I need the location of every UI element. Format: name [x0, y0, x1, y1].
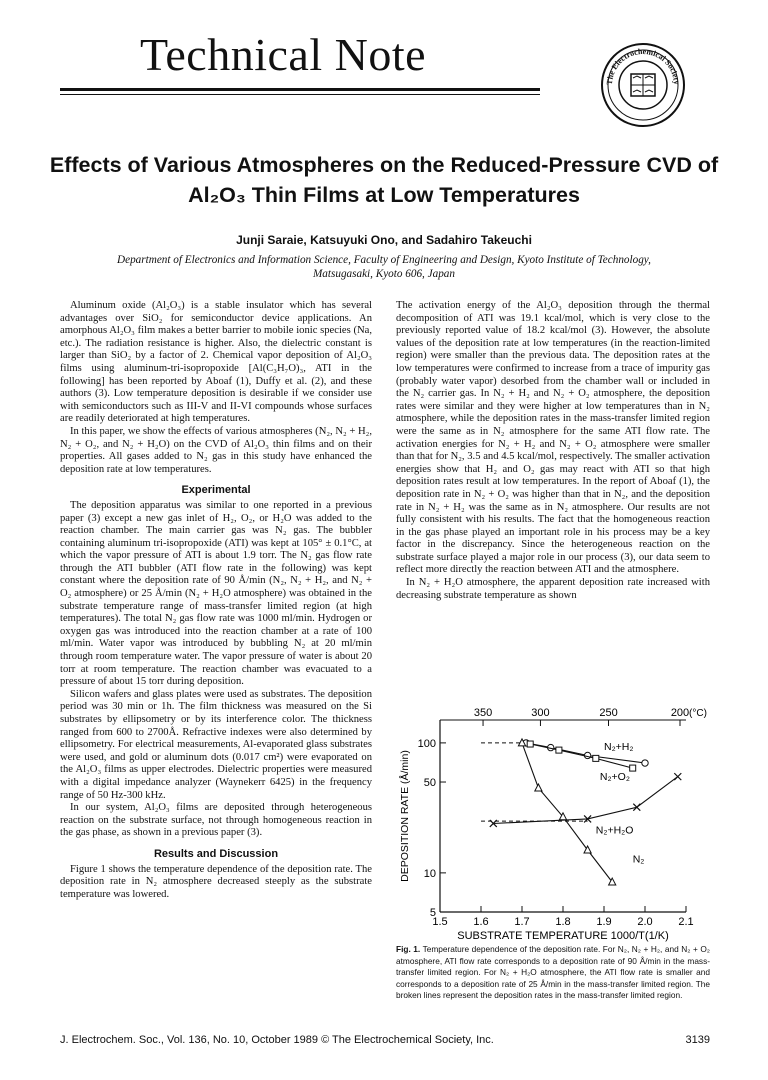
right-column: [396, 300, 710, 602]
y-tick-label: 50: [423, 777, 436, 790]
experimental-paragraph-2: Silicon wafers and glass plates were used as substrates. The deposition period was 30 min or 1h. The film thickness was measured on the Si substrates by ellipsometry or by its interference color. The thickness ranged from 600 to 2700Å. Refractive indexes were also determined by ellipsometry. For electrical measurements, Al-evaporated glass substrates were used, and gold or aluminum dots (0.017 cm²) were evaporated on the Al₂O₃ films as upper electrodes. Dielectric properties were measured with a digital impedance analyzer (Waynekerr 6425) in the frequency range of 50 Hz-300 kHz.: [60, 688, 372, 801]
series-label: N₂+H₂: [604, 741, 634, 754]
x-axis-label: SUBSTRATE TEMPERATURE 1000/T(1/K): [457, 930, 669, 942]
data-point-triangle: [535, 784, 542, 791]
x-tick-label: 1.7: [514, 916, 530, 928]
x-tick-label: 2.0: [637, 916, 653, 928]
data-point-circle: [642, 760, 648, 766]
experimental-heading: Experimental: [181, 484, 251, 497]
series-label: N₂+H₂O: [595, 824, 634, 837]
top-tick-label: 350: [473, 707, 493, 719]
data-point-x: [674, 773, 681, 780]
series-label: N₂: [632, 853, 645, 866]
y-axis-label: DEPOSITION RATE (Å/min): [399, 750, 411, 882]
y-tick-label: 100: [417, 737, 436, 750]
section-label: Technical Note: [140, 29, 427, 80]
data-point-circle: [584, 752, 590, 758]
y-tick-label: 10: [423, 867, 436, 880]
y-tick-label: 5: [429, 907, 436, 919]
header-rule: [60, 88, 540, 91]
article-title-line2: Al₂O₃ Thin Films at Low Temperatures: [188, 183, 580, 207]
data-point-square: [556, 747, 562, 753]
left-column: [60, 300, 372, 901]
article-title-line1: Effects of Various Atmospheres on the Reduced-Pressure CVD of: [49, 153, 719, 177]
right-paragraph-1: The activation energy of the Al₂O₃ deposition through the thermal decomposition of ATI was 19.1 kcal/mol, which is very close to the previously reported value of 18.2 kcal/mol (3). However, the absolute values of the deposition rate at low temperatures (in the reaction-limited region) were smaller than the previous data. The deposition rates at the low temperatures were confirmed to increase from a trace of impurity gas (probably water vapor) desorbed from the chamber wall or included in the N₂ carrier gas. In N₂ + H₂ and N₂ + O₂ atmosphere, the deposition rates were similar and they were higher at low temperatures than in N₂ atmosphere, while the deposition rates in the mass-transfer limited region were the same as in N₂ atmosphere for the same ATI flow rate. The activation energies for N₂ + H₂ and N₂ + O₂ atmosphere were smaller than that for N₂, 3.5 and 4.5 kcal/mol, respectively. The smaller activation energies show that H₂ and O₂ gas may react with ATI so that high deposition rates result at low temperatures. In the report of Aboaf (1), the deposition rate in N₂ + O₂ was higher than that in N₂, and the deposition rate in N₂ + H₂ was the same as in N₂ atmosphere. Our results are not fully consistent with his results. The fact that the homogeneous reaction in the gas phase played an important role in his process may be a key factor in the discrepancy. Since the heterogeneous reaction on the substrate surface played a major role in our process (3), our data seem to reflect more directly the reaction between ATI and the atmosphere.: [396, 300, 710, 576]
x-tick-label: 1.9: [596, 916, 612, 928]
top-axis-unit-label: (°C): [689, 708, 707, 719]
figure-1-caption: [396, 944, 710, 1002]
data-point-square: [593, 755, 599, 761]
figure-caption-label: Fig. 1.: [396, 944, 421, 954]
page-number: 3139: [685, 1034, 710, 1046]
author-list: Junji Saraie, Katsuyuki Ono, and Sadahiro Takeuchi: [236, 233, 532, 247]
data-point-square: [527, 741, 533, 747]
top-tick-label: 250: [599, 707, 618, 719]
seal-text: The Electrochemical Society: [604, 46, 682, 86]
header-rule-thin: [60, 94, 540, 95]
intro-paragraph-2: In this paper, we show the effects of various atmospheres (N₂, N₂ + H₂, N₂ + O₂, and N₂ + H₂O) on the CVD of Al₂O₃ thin films and on their properties. All gases added to N₂ gas in this study have enhanced the deposition rate at low temperatures.: [60, 425, 372, 475]
affiliation-line2: Matsugasaki, Kyoto 606, Japan: [312, 268, 455, 280]
affiliation-line1: Department of Electronics and Information Science, Faculty of Engineering and Design, Kyoto Institute of Technology,: [117, 254, 651, 266]
right-paragraph-2: In N₂ + H₂O atmosphere, the apparent deposition rate increased with decreasing substrate temperature as shown: [396, 577, 710, 601]
journal-header: [60, 28, 708, 98]
top-tick-label: 200: [670, 707, 690, 719]
results-heading: Results and Discussion: [153, 847, 279, 860]
journal-citation: J. Electrochem. Soc., Vol. 136, No. 10, October 1989 © The Electrochemical Society, Inc.: [60, 1034, 494, 1046]
x-tick-label: 1.8: [555, 916, 571, 928]
series-line: [522, 743, 612, 882]
x-tick-label: 2.1: [678, 916, 694, 928]
x-tick-label: 1.6: [473, 916, 489, 928]
intro-paragraph-1: Aluminum oxide (Al₂O₃) is a stable insulator which has several advantages over SiO₂ for semiconductor device applications. An amorphous Al₂O₃ film makes a better barrier to mobile ionic species (Na, etc.). The radiation resistance is higher. Also, the dielectric constant is larger than SiO₂ by a factor of 2. Chemical vapor deposition of Al₂O₃ films using aluminum-tri-isopropoxide [Al(C₃H₇O)₃, ATI in the following] has been reported by Aboaf (1), Duffy et al. (2), and these authors (3). Low temperature deposition is desirable if we consider use with semiconductors such as III-V and II-VI compounds whose surfaces are readily deteriorated at high temperatures.: [60, 300, 372, 425]
society-seal-logo: [600, 42, 686, 128]
top-tick-label: 300: [531, 707, 550, 719]
results-paragraph-1: Figure 1 shows the temperature dependence of the deposition rate. The deposition rate in N₂ atmosphere decreased steeply as the substrate temperature was lowered.: [60, 863, 372, 900]
x-tick-label: 1.5: [432, 916, 448, 928]
affiliation: [40, 253, 728, 281]
data-point-x: [633, 804, 640, 811]
data-point-square: [630, 765, 636, 771]
series-label: N₂+O₂: [599, 770, 630, 783]
figure-caption-text: Temperature dependence of the deposition rate. For N₂, N₂ + H₂, and N₂ + O₂ atmosphere, ATI flow rate corresponds to a deposition rate of 90 Å/min in the mass-transfer limited region. For N₂ + H₂O atmosphere, the ATI flow rate is smaller and corresponds to a deposition rate of 25 Å/min in the mass-transfer limited region. The broken lines represent the deposition rates in the mass-transfer limited region.: [396, 944, 710, 1000]
experimental-paragraph-1: The deposition apparatus was similar to one reported in a previous paper (3) except a new gas inlet of H₂, O₂, or H₂O was added to the reaction chamber. The main carrier gas was N₂ gas. The bubbler containing aluminum tri-isopropoxide (ATI) was kept at 105° ± 0.1°C, at which the vapor pressure of ATI is about 1.9 torr. The N₂ gas flow rate through the ATI bubbler (ATI flow rate in the following) was kept constant where the deposition rate of 90 Å/min (N₂, N₂ + H₂, and N₂ + O₂ atmosphere) or 25 Å/min (N₂ + H₂O atmosphere) was obtained in the substrate temperature range of mass-transfer limited region (at high temperatures). The total N₂ gas flow rate was 1000 ml/min. Hydrogen or oxygen gas was introduced into the reaction chamber at a rate of 100 ml/min. Water vapor was introduced by bubbling N₂ at 20 ml/min through room temperature water. The vapor pressure of water is about 20 torr at room temperature. The reaction chamber was evacuated to a pressure of about 15 torr during deposition.: [60, 499, 372, 688]
article-title: [40, 150, 728, 210]
experimental-paragraph-3: In our system, Al₂O₃ films are deposited through heterogeneous reaction on the substrate surface, not through homogeneous reaction in the gas phase, as shown in a previous paper (3).: [60, 802, 372, 839]
